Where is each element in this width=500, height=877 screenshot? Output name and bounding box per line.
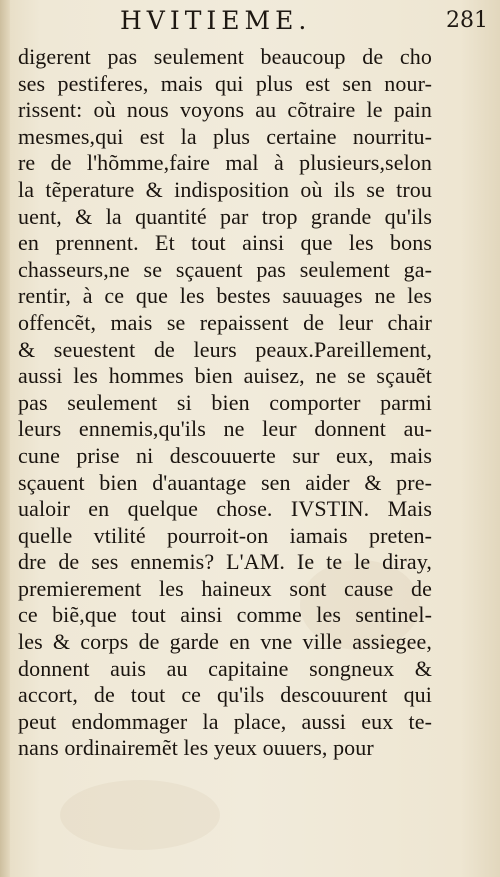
text-line: sçauent bien d'auantage sen aider & pre- bbox=[18, 469, 432, 495]
text-line: en prennent. Et tout ainsi que les bons bbox=[18, 230, 432, 256]
text-line: leurs ennemis,qu'ils ne leur donnent au- bbox=[18, 416, 432, 442]
text-line: mesmes,qui est la plus certaine nourritu- bbox=[18, 123, 432, 149]
text-line: accort, de tout ce qu'ils descouurent qui bbox=[18, 682, 432, 708]
text-line: digerent pas seulement beaucoup de cho bbox=[18, 44, 432, 69]
text-line: nans ordinairemẽt les yeux ouuers, pour bbox=[18, 735, 374, 761]
text-line: chasseurs,ne se sçauent pas seulement ga- bbox=[18, 256, 432, 282]
text-line: donnent auis au capitaine songneux & bbox=[18, 655, 432, 681]
page-gutter bbox=[0, 0, 10, 877]
paper-stain bbox=[60, 780, 220, 850]
body-text bbox=[18, 44, 432, 762]
text-line: re de l'hõmme,faire mal à plusieurs,selon bbox=[18, 150, 432, 176]
text-line: rissent: où nous voyons au cõtraire le pain bbox=[18, 97, 432, 123]
text-line: & seuestent de leurs peaux.Pareillement, bbox=[18, 336, 432, 362]
text-line: aussi les hommes bien auisez, ne se sçauẽt bbox=[18, 363, 432, 389]
text-line: la tẽperature & indisposition où ils se trou bbox=[18, 176, 432, 202]
text-line: ce biẽ,que tout ainsi comme les sentinel- bbox=[18, 602, 432, 628]
page-number: 281 bbox=[446, 8, 488, 33]
text-line: pas seulement si bien comporter parmi bbox=[18, 389, 432, 415]
text-line: premierement les haineux sont cause de bbox=[18, 575, 432, 601]
text-line: peut endommager la place, aussi eux te- bbox=[18, 708, 432, 734]
text-line: ualoir en quelque chose. IVSTIN. Mais bbox=[18, 496, 432, 522]
running-title: HVITIEME. bbox=[120, 6, 312, 35]
text-line: uent, & la quantité par trop grande qu'ils bbox=[18, 203, 432, 229]
page-header bbox=[120, 4, 490, 38]
text-line: ses pestiferes, mais qui plus est sen nour- bbox=[18, 70, 432, 96]
text-line: cune prise ni descouuerte sur eux, mais bbox=[18, 442, 432, 468]
text-line: rentir, à ce que les bestes sauuages ne les bbox=[18, 283, 432, 309]
text-line: offencẽt, mais se repaissent de leur chair bbox=[18, 309, 432, 335]
text-line: quelle vtilité pourroit-on iamais preten- bbox=[18, 522, 432, 548]
text-line: dre de ses ennemis? L'AM. Ie te le diray, bbox=[18, 549, 432, 575]
text-line: les & corps de garde en vne ville assiegee, bbox=[18, 629, 432, 655]
